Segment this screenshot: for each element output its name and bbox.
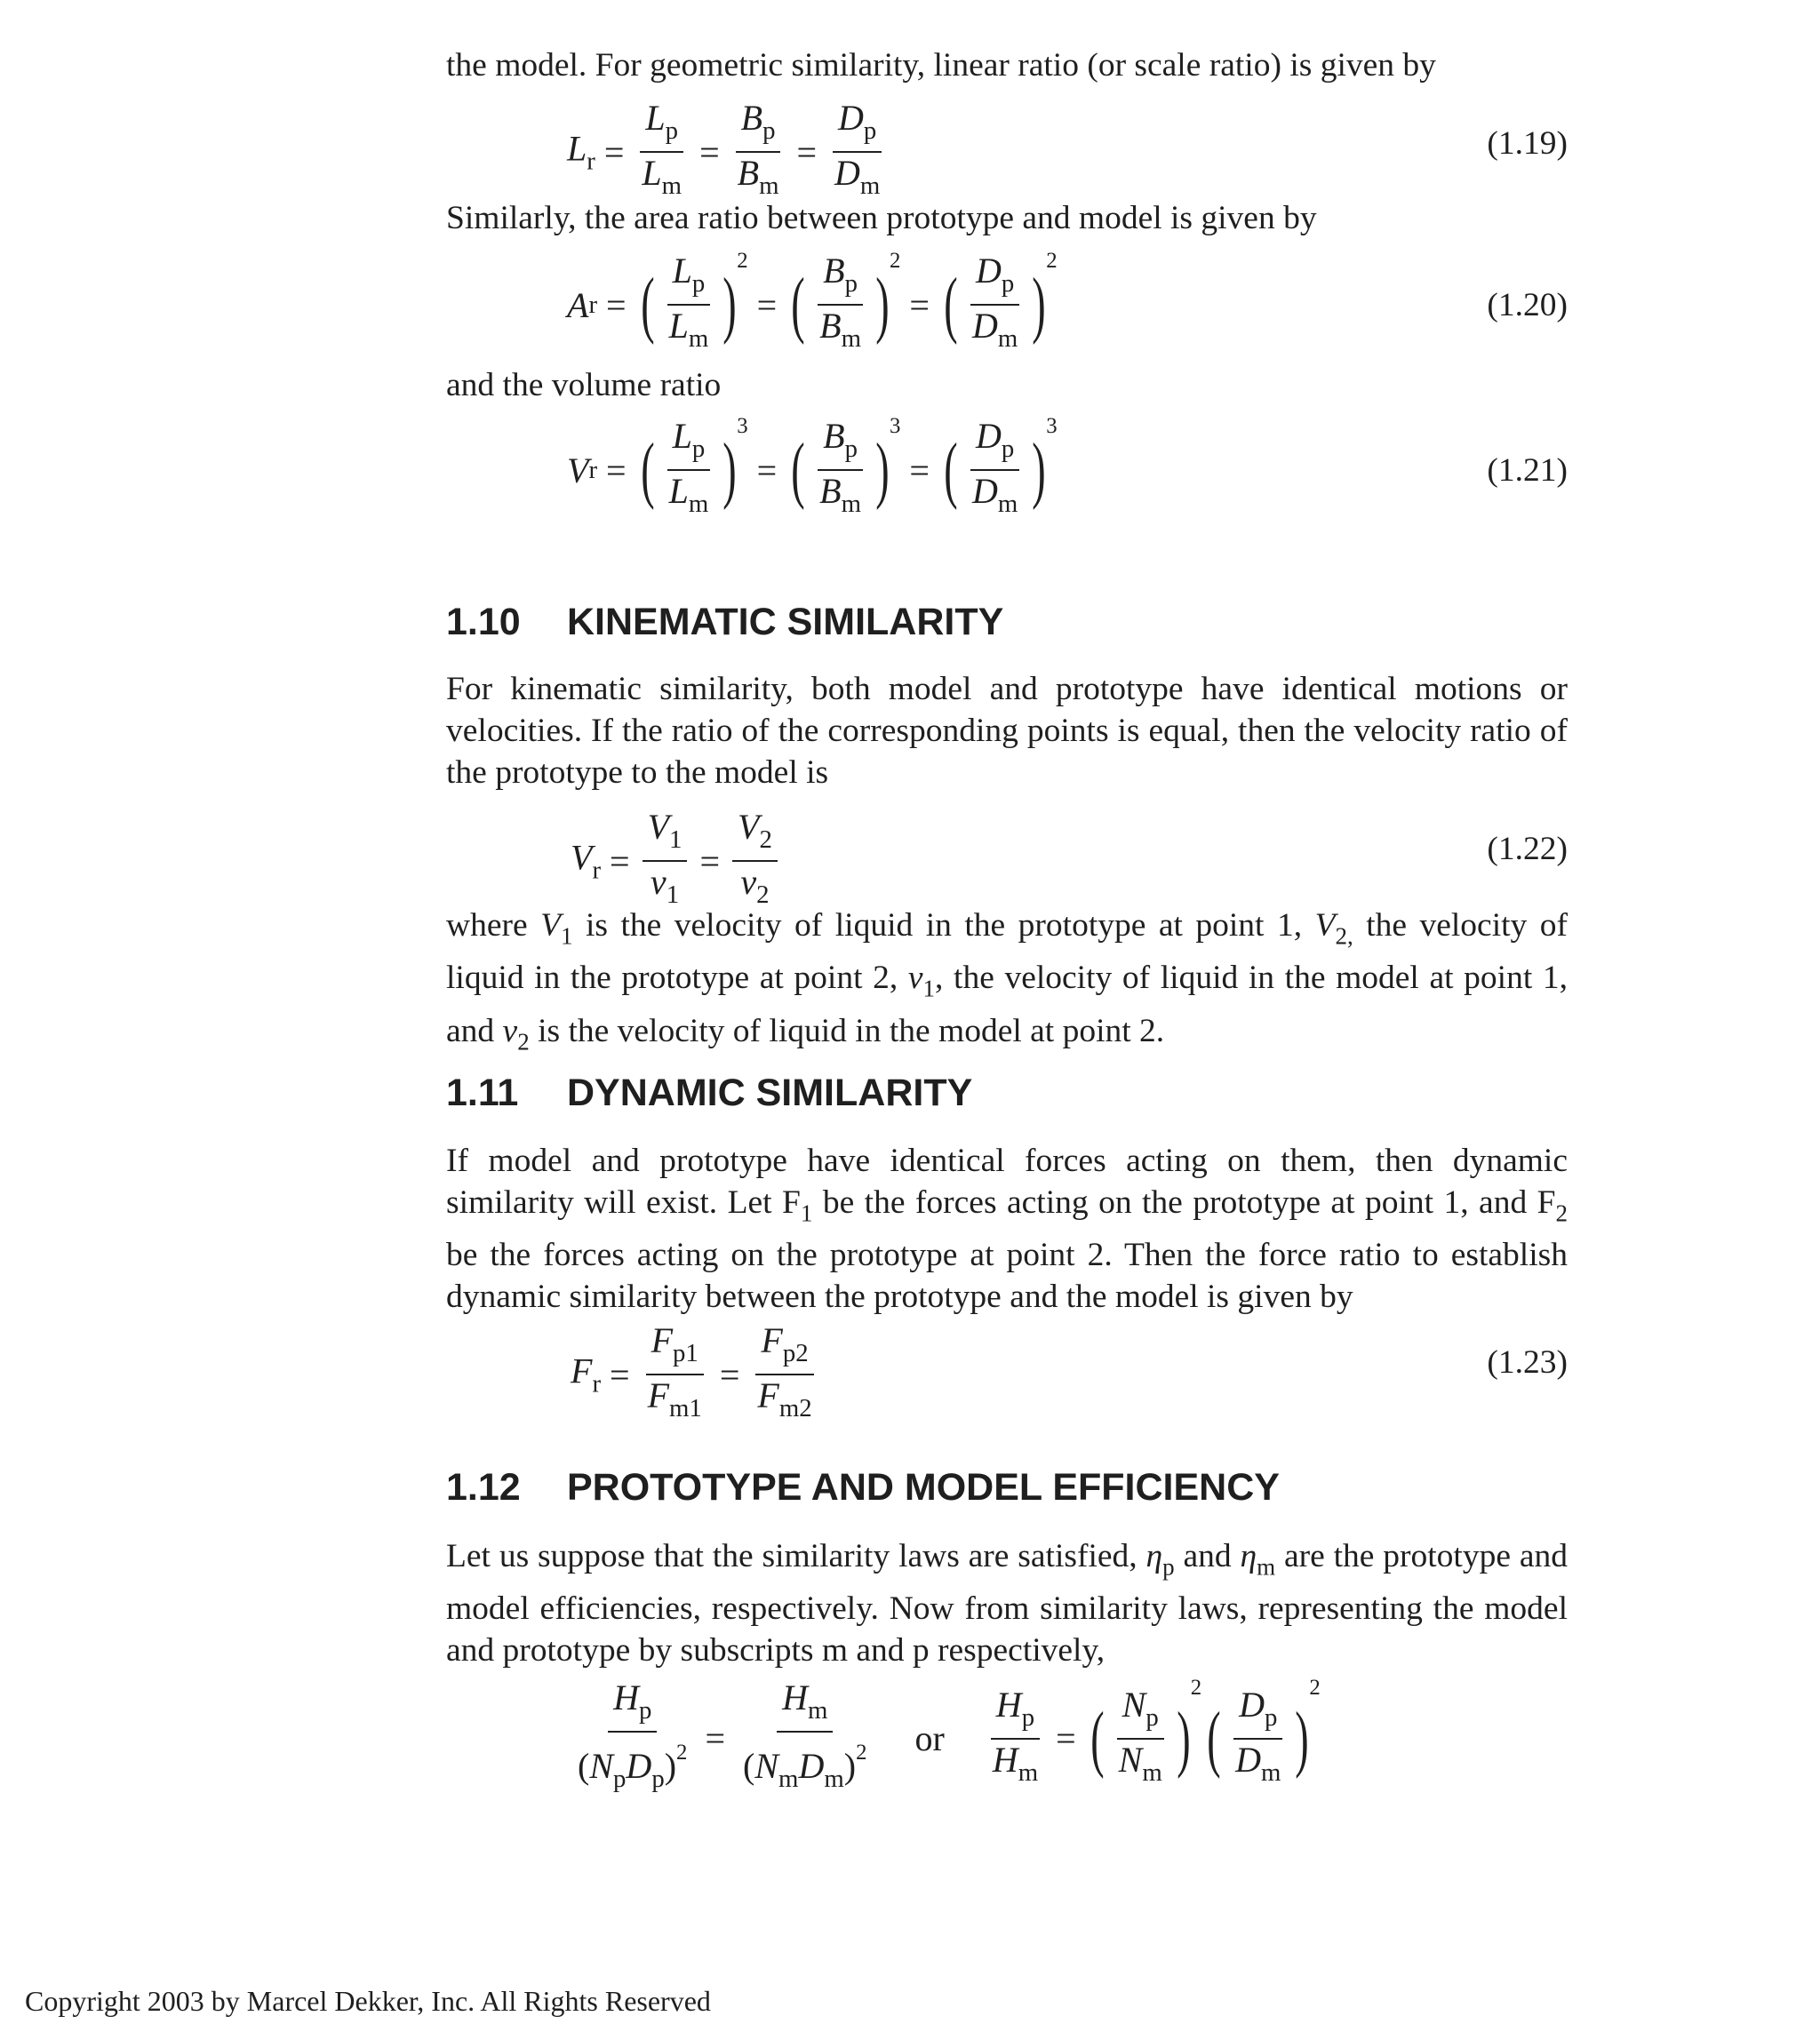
section-title: DYNAMIC SIMILARITY (567, 1072, 973, 1114)
section-title: PROTOTYPE AND MODEL EFFICIENCY (567, 1466, 1280, 1509)
equation-1-23: $F_r$ = $\frac{F_{p1}}{F_{m1}}$ = $\frac{F_{p2}}{F_{m2}}$ (571, 1320, 812, 1423)
velocity-definitions: where $V_1$ is the velocity of liquid in the prototype at point 1, $V_{2,}$ the velocity of liquid in the prototype at point 2, $v_1$, the velocity of liquid in the model at point 1, and $v_2$ is the velocity of liquid in the model at point 2. (446, 907, 1569, 1056)
dynamic-paragraph: If model and prototype have identical forces acting on them, then dynamic similarity will exist. Let $F_1$ be the forces acting on the prototype at point 1, and $F_2$ be the forces acting on the prototype at point 2. Then the force ratio to establish dynamic similarity between the prototype and the model is given by (446, 1143, 1568, 1316)
intro-line: the model. For geometric similarity, linear ratio (or scale ratio) is given by (446, 47, 1436, 84)
or-word: or (914, 1718, 945, 1759)
section-number: 1.11 (446, 1072, 519, 1114)
kinematic-paragraph: For kinematic similarity, both model and prototype have identical motions or velocities. If the ratio of the corresponding points is equal, then the velocity ratio of the prototype to the model is (446, 671, 1568, 791)
section-heading (446, 601, 1003, 644)
area-intro: Similarly, the area ratio between prototype and model is given by (446, 200, 1317, 236)
equation-1-21: V r = ( $\frac{L_p}{L_m}$ ) 3 = ( $\frac{B_p}{B_m}$ ) 3 = ( $\frac{D_p}{D_m}$ ) 3 (567, 414, 1058, 519)
efficiency-paragraph: Let us suppose that the similarity laws are satisfied, $\eta_p$ and $\eta_m$ are the prototype and model efficiencies, respectively. Now from similarity laws, representing the model and prototype by subscripts m and p respectively, (446, 1538, 1568, 1669)
section-heading (446, 1072, 972, 1115)
equation-1-20: A r = ( $\frac{L_p}{L_m}$ ) 2 = ( $\frac{B_p}{B_m}$ ) 2 = ( $\frac{D_p}{D_m}$ ) 2 (567, 249, 1058, 354)
section-number: 1.10 (446, 601, 521, 643)
section-heading (446, 1466, 1280, 1510)
volume-intro: and the volume ratio (446, 367, 722, 403)
equation-number: (1.21) (1487, 452, 1568, 489)
equation-1-19: $L_r$ = $\frac{L_p}{L_m}$ = $\frac{B_p}{B_m}$ = $\frac{D_p}{D_m}$ (567, 98, 881, 201)
equation-number: (1.20) (1487, 287, 1568, 323)
equation-number: (1.22) (1487, 831, 1568, 867)
equation-number: (1.19) (1487, 125, 1568, 162)
equation-number: (1.23) (1487, 1344, 1568, 1381)
copyright-footer: Copyright 2003 by Marcel Dekker, Inc. All Rights Reserved (25, 1985, 711, 2017)
section-number: 1.12 (446, 1466, 521, 1509)
section-title: KINEMATIC SIMILARITY (567, 601, 1004, 643)
efficiency-equation: $\frac{H_p}{(N_pD_p)^2}$ = $\frac{H_m}{(N_mD_m)^2}$ or $\frac{H_p}{H_m}$ = ( $\frac{N_p}{N_m}$ ) 2 ( $\frac{D_p}{D_m}$ ) 2 (578, 1676, 1321, 1794)
equation-1-22: $V_r$ = $\frac{V_1}{v_1}$ = $\frac{V_2}{v_2}$ (571, 809, 781, 913)
